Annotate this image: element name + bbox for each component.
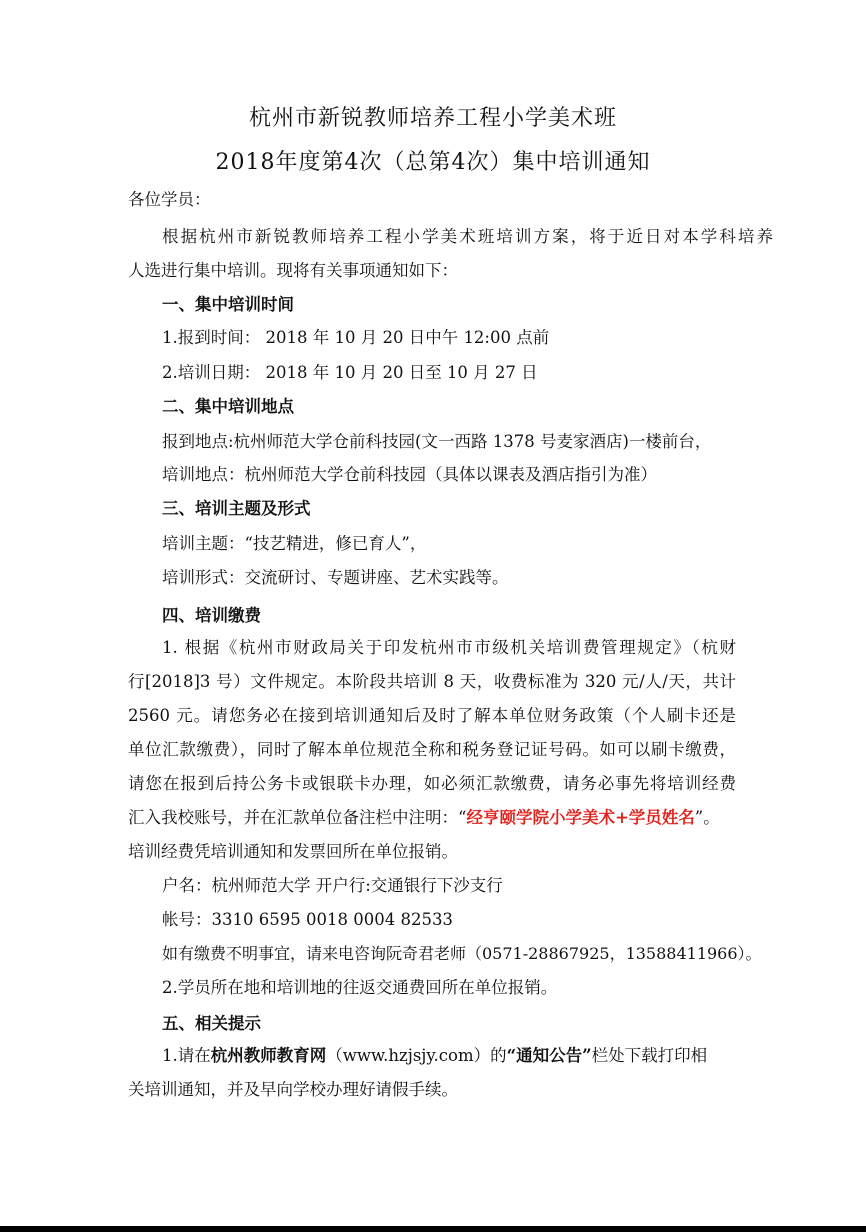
- section-4-para-line-1: 1. 根据《杭州市财政局关于印发杭州市市级机关培训费管理规定》（杭财: [162, 638, 736, 657]
- account-name: 户名：杭州师范大学 开户行:交通银行下沙支行: [162, 876, 503, 895]
- section-2-item-2: 培训地点：杭州师范大学仓前科技园（具体以课表及酒店指引为准）: [162, 465, 657, 484]
- section-5-heading: 五、相关提示: [162, 1014, 261, 1033]
- section-4-para-line-3: 2560 元。请您务必在接到培训通知后及时了解本单位财务政策（个人刷卡还是: [128, 706, 736, 725]
- section-5-line-2: 关培训通知，并及早向学校办理好请假手续。: [128, 1080, 458, 1099]
- salutation: 各位学员：: [128, 190, 211, 209]
- title-line-1: 杭州市新锐教师培养工程小学美术班: [248, 106, 617, 131]
- section-2-heading: 二、集中培训地点: [162, 397, 294, 416]
- title-line-2: 2018年度第4次（总第4次）集中培训通知: [215, 150, 651, 175]
- section-4-para-line-4: 单位汇款缴费），同时了解本单位规范全称和税务登记证号码。如可以刷卡缴费，: [128, 740, 736, 759]
- section-4-item-2: 2.学员所在地和培训地的往返交通费回所在单位报销。: [162, 978, 558, 997]
- remit-note-suffix: ”。: [694, 808, 720, 827]
- section-4-para-line-7: 培训经费凭培训通知和发票回所在单位报销。: [128, 842, 458, 861]
- website-name: 杭州教师教育网: [210, 1046, 327, 1065]
- section-1-heading: 一、集中培训时间: [162, 295, 294, 314]
- tip-suffix: 栏处下载打印相: [591, 1046, 708, 1065]
- section-1-item-1: 1.报到时间： 2018 年 10 月 20 日中午 12:00 点前: [162, 328, 550, 347]
- section-3-heading: 三、培训主题及形式: [162, 499, 311, 518]
- section-4-para-line-2: 行[2018]3 号）文件规定。本阶段共培训 8 天，收费标准为 320 元/人/天，共计: [128, 672, 736, 691]
- inquiry-contact: 如有缴费不明事宜，请来电咨询阮奇君老师（0571-28867925，13588411966）。: [162, 944, 762, 963]
- remit-note-highlight: 经亨颐学院小学美术+学员姓名: [466, 808, 695, 827]
- tip-prefix: 1.请在: [162, 1046, 211, 1065]
- section-1-item-2: 2.培训日期： 2018 年 10 月 20 日至 10 月 27 日: [162, 363, 538, 382]
- intro-line-2: 人选进行集中培训。现将有关事项通知如下：: [128, 261, 458, 280]
- section-2-item-1: 报到地点:杭州师范大学仓前科技园(文一西路 1378 号麦家酒店)一楼前台，: [162, 432, 712, 451]
- section-5-line-1: [162, 1045, 707, 1067]
- section-3-item-1: 培训主题：“技艺精进，修已育人”，: [162, 534, 427, 553]
- section-4-para-line-5: 请您在报到后持公务卡或银联卡办理，如必须汇款缴费，请务必事先将培训经费: [128, 774, 736, 793]
- notice-column-name: “通知公告”: [506, 1046, 592, 1065]
- account-number: 帐号：3310 6595 0018 0004 82533: [162, 910, 453, 929]
- website-url: （www.hzjsjy.com）的: [326, 1046, 507, 1065]
- section-4-para-line-6: [128, 807, 720, 829]
- intro-line-1: 根据杭州市新锐教师培养工程小学美术班培训方案，将于近日对本学科培养: [162, 227, 773, 246]
- bottom-border: [0, 1226, 866, 1232]
- section-4-heading: 四、培训缴费: [162, 606, 261, 625]
- section-3-item-2: 培训形式：交流研讨、专题讲座、艺术实践等。: [162, 568, 509, 587]
- remit-note-prefix: 汇入我校账号，并在汇款单位备注栏中注明：“: [128, 808, 467, 827]
